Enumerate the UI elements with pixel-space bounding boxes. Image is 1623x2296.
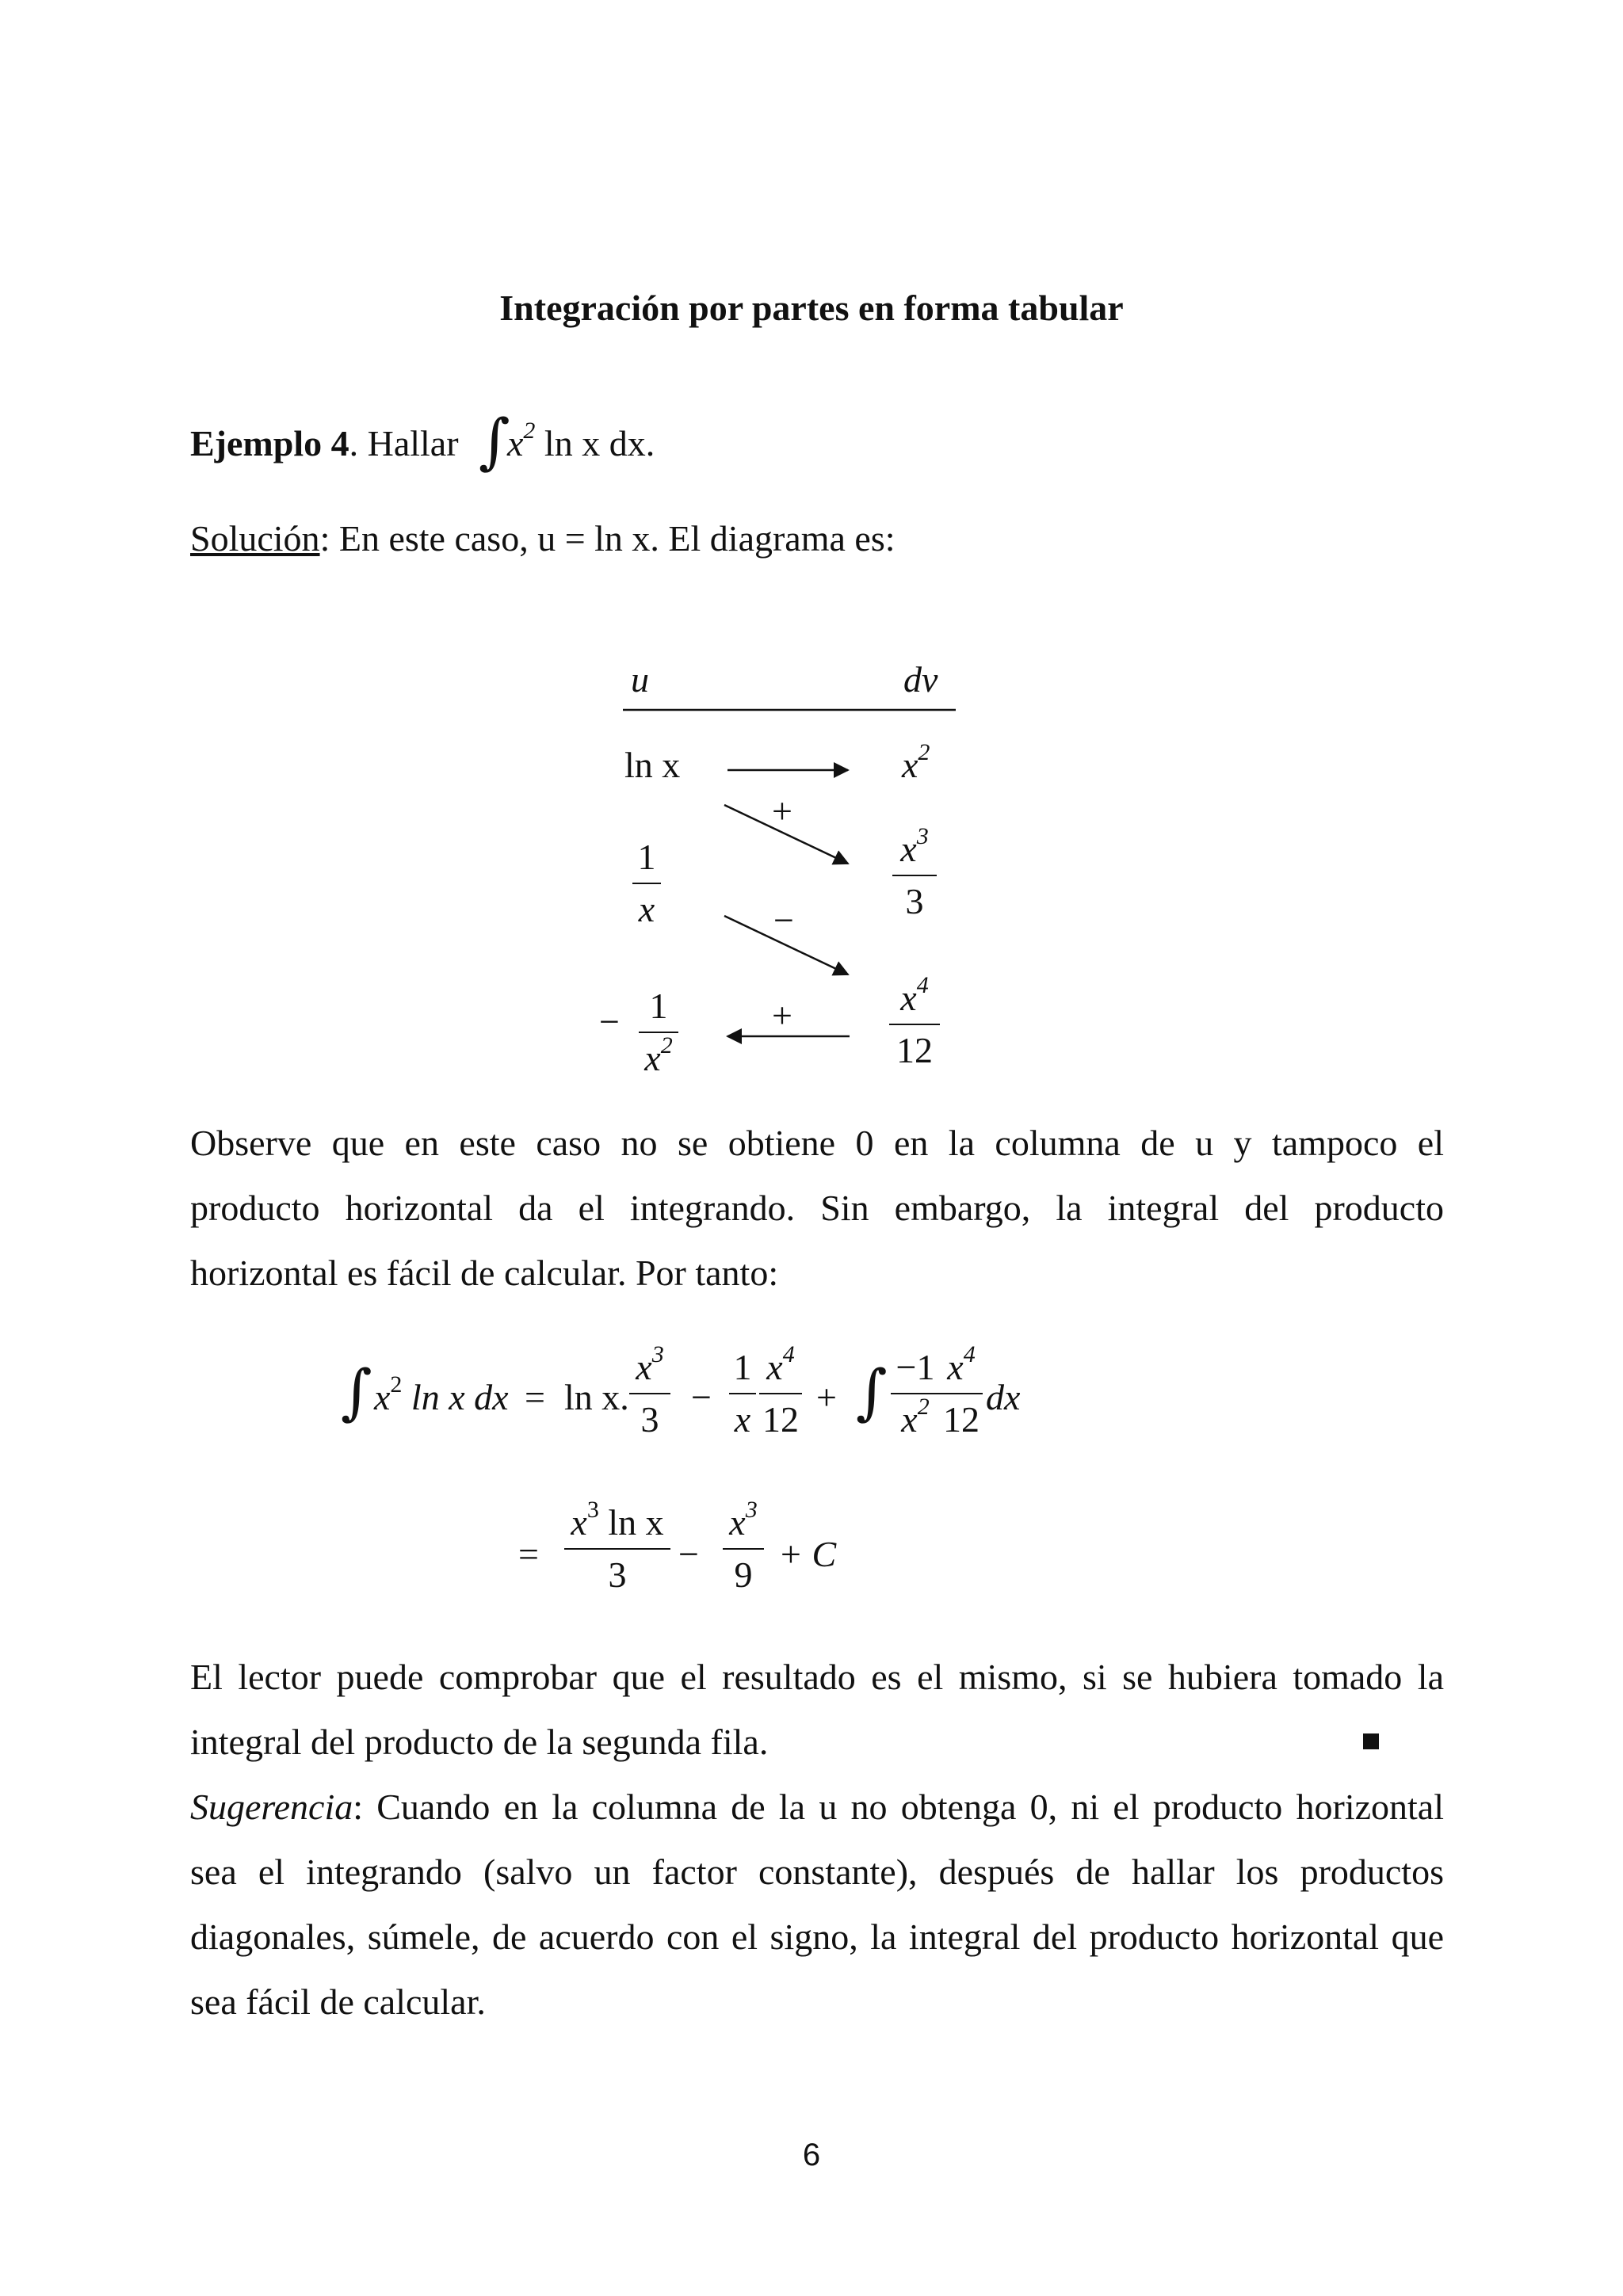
solution-text: : En este caso, u = ln x. El diagrama es: xyxy=(319,518,896,559)
row2-dv-num-exp: 3 xyxy=(916,823,929,849)
eq1-integral-sign: ∫ xyxy=(341,1356,372,1427)
eq2-term2-num-exp: 3 xyxy=(745,1497,758,1523)
eq1-term3b-bar xyxy=(940,1393,983,1394)
integrand-x: x xyxy=(507,423,524,463)
suggestion-line1: : Cuando en la columna de la u no obtenga 0, ni el producto horizontal xyxy=(353,1787,1444,1827)
arrow-diagonal-2 xyxy=(724,916,848,974)
eq1-lhs-x: x xyxy=(374,1377,391,1417)
suggestion-label: Sugerencia xyxy=(190,1787,353,1827)
paragraph1-line2: producto horizontal da el integrando. Sin embargo, la integral del producto xyxy=(190,1188,1444,1228)
paragraph-observe xyxy=(190,1111,1444,1306)
suggestion-line2: sea el integrando (salvo un factor constante), después de hallar los productos xyxy=(190,1852,1444,1892)
eq2-term1-num-exp: 3 xyxy=(586,1497,599,1523)
eq1-term2a-bar xyxy=(729,1393,756,1394)
paragraph-sugerencia xyxy=(190,1775,1444,2035)
eq1-term3a-den-base: x xyxy=(901,1399,918,1440)
row3-u-den-base: x xyxy=(644,1038,661,1078)
row3-dv-num-exp: 4 xyxy=(916,972,929,998)
eq2-term2-bar xyxy=(723,1548,764,1550)
eq1-term1-den: 3 xyxy=(640,1399,659,1440)
page-title: Integración por partes en forma tabular xyxy=(499,288,1124,328)
suggestion-line4: sea fácil de calcular. xyxy=(190,1981,486,2022)
eq1-term3a-bar xyxy=(891,1393,940,1394)
paragraph1-line3: horizontal es fácil de calcular. Por tanto: xyxy=(190,1253,779,1293)
row2-u-num: 1 xyxy=(637,837,656,877)
eq2-term2-frac xyxy=(723,1497,764,1597)
eq1-term3a-num: −1 xyxy=(896,1347,935,1387)
eq1-dx: dx xyxy=(986,1377,1021,1417)
eq1-term2b-frac xyxy=(759,1341,802,1442)
eq1-term2a-den: x xyxy=(734,1399,751,1440)
diagram-header-u: u xyxy=(631,659,649,700)
eq2-term1-num-rest: ln x xyxy=(598,1502,664,1543)
integral-sign: ∫ xyxy=(479,406,510,476)
eq1-term1-num-exp: 3 xyxy=(651,1341,664,1367)
arrow-diagonal-1 xyxy=(724,805,848,864)
paragraph1-line1: Observe que en este caso no se obtiene 0 en la columna de u y tampoco el xyxy=(190,1123,1444,1163)
row3-dv-den: 12 xyxy=(896,1030,933,1070)
example-label: Ejemplo 4 xyxy=(190,423,349,463)
example-text: . Hallar xyxy=(349,423,459,463)
eq1-term2b-bar xyxy=(759,1393,802,1394)
eq1-equals: = xyxy=(525,1377,545,1417)
eq2-plus-c: + C xyxy=(778,1534,837,1574)
eq2-term1-num-base: x xyxy=(571,1502,587,1543)
integrand-exp: 2 xyxy=(523,418,536,444)
eq2-term1-frac xyxy=(564,1497,670,1597)
row2-dv-den: 3 xyxy=(905,881,924,921)
eq1-integral-sign-2: ∫ xyxy=(856,1356,888,1427)
eq1-term1-frac xyxy=(629,1341,670,1442)
eq1-plus: + xyxy=(816,1377,837,1417)
eq1-lhs-exp: 2 xyxy=(390,1371,403,1398)
eq2-minus: − xyxy=(678,1534,699,1574)
eq2-term1-bar xyxy=(564,1548,670,1550)
eq1-term2a-num: 1 xyxy=(733,1347,752,1387)
eq1-term2a-frac xyxy=(729,1345,756,1442)
row3-u-sign: − xyxy=(599,1001,620,1042)
solution-label: Solución xyxy=(190,518,320,559)
end-of-proof-square xyxy=(1363,1733,1379,1749)
diagram-sign-plus-2: + xyxy=(772,995,792,1035)
integrand-rest: ln x dx. xyxy=(544,423,655,463)
eq1-term2b-num-base: x xyxy=(766,1347,783,1387)
paragraph2-line1: El lector puede comprobar que el resultado es el mismo, si se hubiera tomado la xyxy=(190,1657,1444,1697)
eq2-term2-den: 9 xyxy=(734,1554,753,1595)
eq1-term3b-frac xyxy=(940,1341,983,1442)
row3-u-den-exp: 2 xyxy=(660,1032,673,1058)
eq1-term3a-den-exp: 2 xyxy=(917,1394,930,1420)
eq1-term2b-den: 12 xyxy=(762,1399,799,1440)
eq1-lhs-rest: ln x dx xyxy=(411,1377,509,1417)
row1-dv-exp: 2 xyxy=(918,739,930,765)
eq1-term2b-num-exp: 4 xyxy=(782,1341,795,1367)
paragraph-lector xyxy=(190,1645,1444,1775)
eq1-term3b-num-exp: 4 xyxy=(963,1341,976,1367)
eq2-term2-num-base: x xyxy=(729,1502,746,1543)
paragraph2-line2: integral del producto de la segunda fila. xyxy=(190,1722,769,1762)
row1-dv-base: x xyxy=(902,745,918,785)
diagram-header-dv: dv xyxy=(903,659,938,700)
row3-dv-num-base: x xyxy=(900,978,917,1018)
row2-dv-num-base: x xyxy=(900,829,917,869)
diagram-sign-minus: − xyxy=(773,900,794,940)
eq1-term3b-num-base: x xyxy=(947,1347,964,1387)
eq1-term3a-frac xyxy=(891,1345,940,1442)
eq1-minus: − xyxy=(691,1377,712,1417)
eq1-term3b-den: 12 xyxy=(943,1399,980,1440)
eq2-equals: = xyxy=(518,1534,539,1574)
page-number: 6 xyxy=(802,2138,821,2172)
eq1-term1-bar xyxy=(629,1393,670,1394)
diagram-sign-plus-1: + xyxy=(772,791,792,831)
eq1-lhs xyxy=(374,1371,509,1419)
eq2-term1-den: 3 xyxy=(608,1554,627,1595)
diagram-row1-u: ln x xyxy=(624,745,681,785)
row2-u-den: x xyxy=(638,889,655,929)
eq1-term1-num-base: x xyxy=(636,1347,652,1387)
row3-u-num: 1 xyxy=(649,986,668,1026)
suggestion-line3: diagonales, súmele, de acuerdo con el signo, la integral del producto horizontal que xyxy=(190,1917,1444,1957)
eq1-term1-pre: ln x. xyxy=(564,1377,629,1417)
